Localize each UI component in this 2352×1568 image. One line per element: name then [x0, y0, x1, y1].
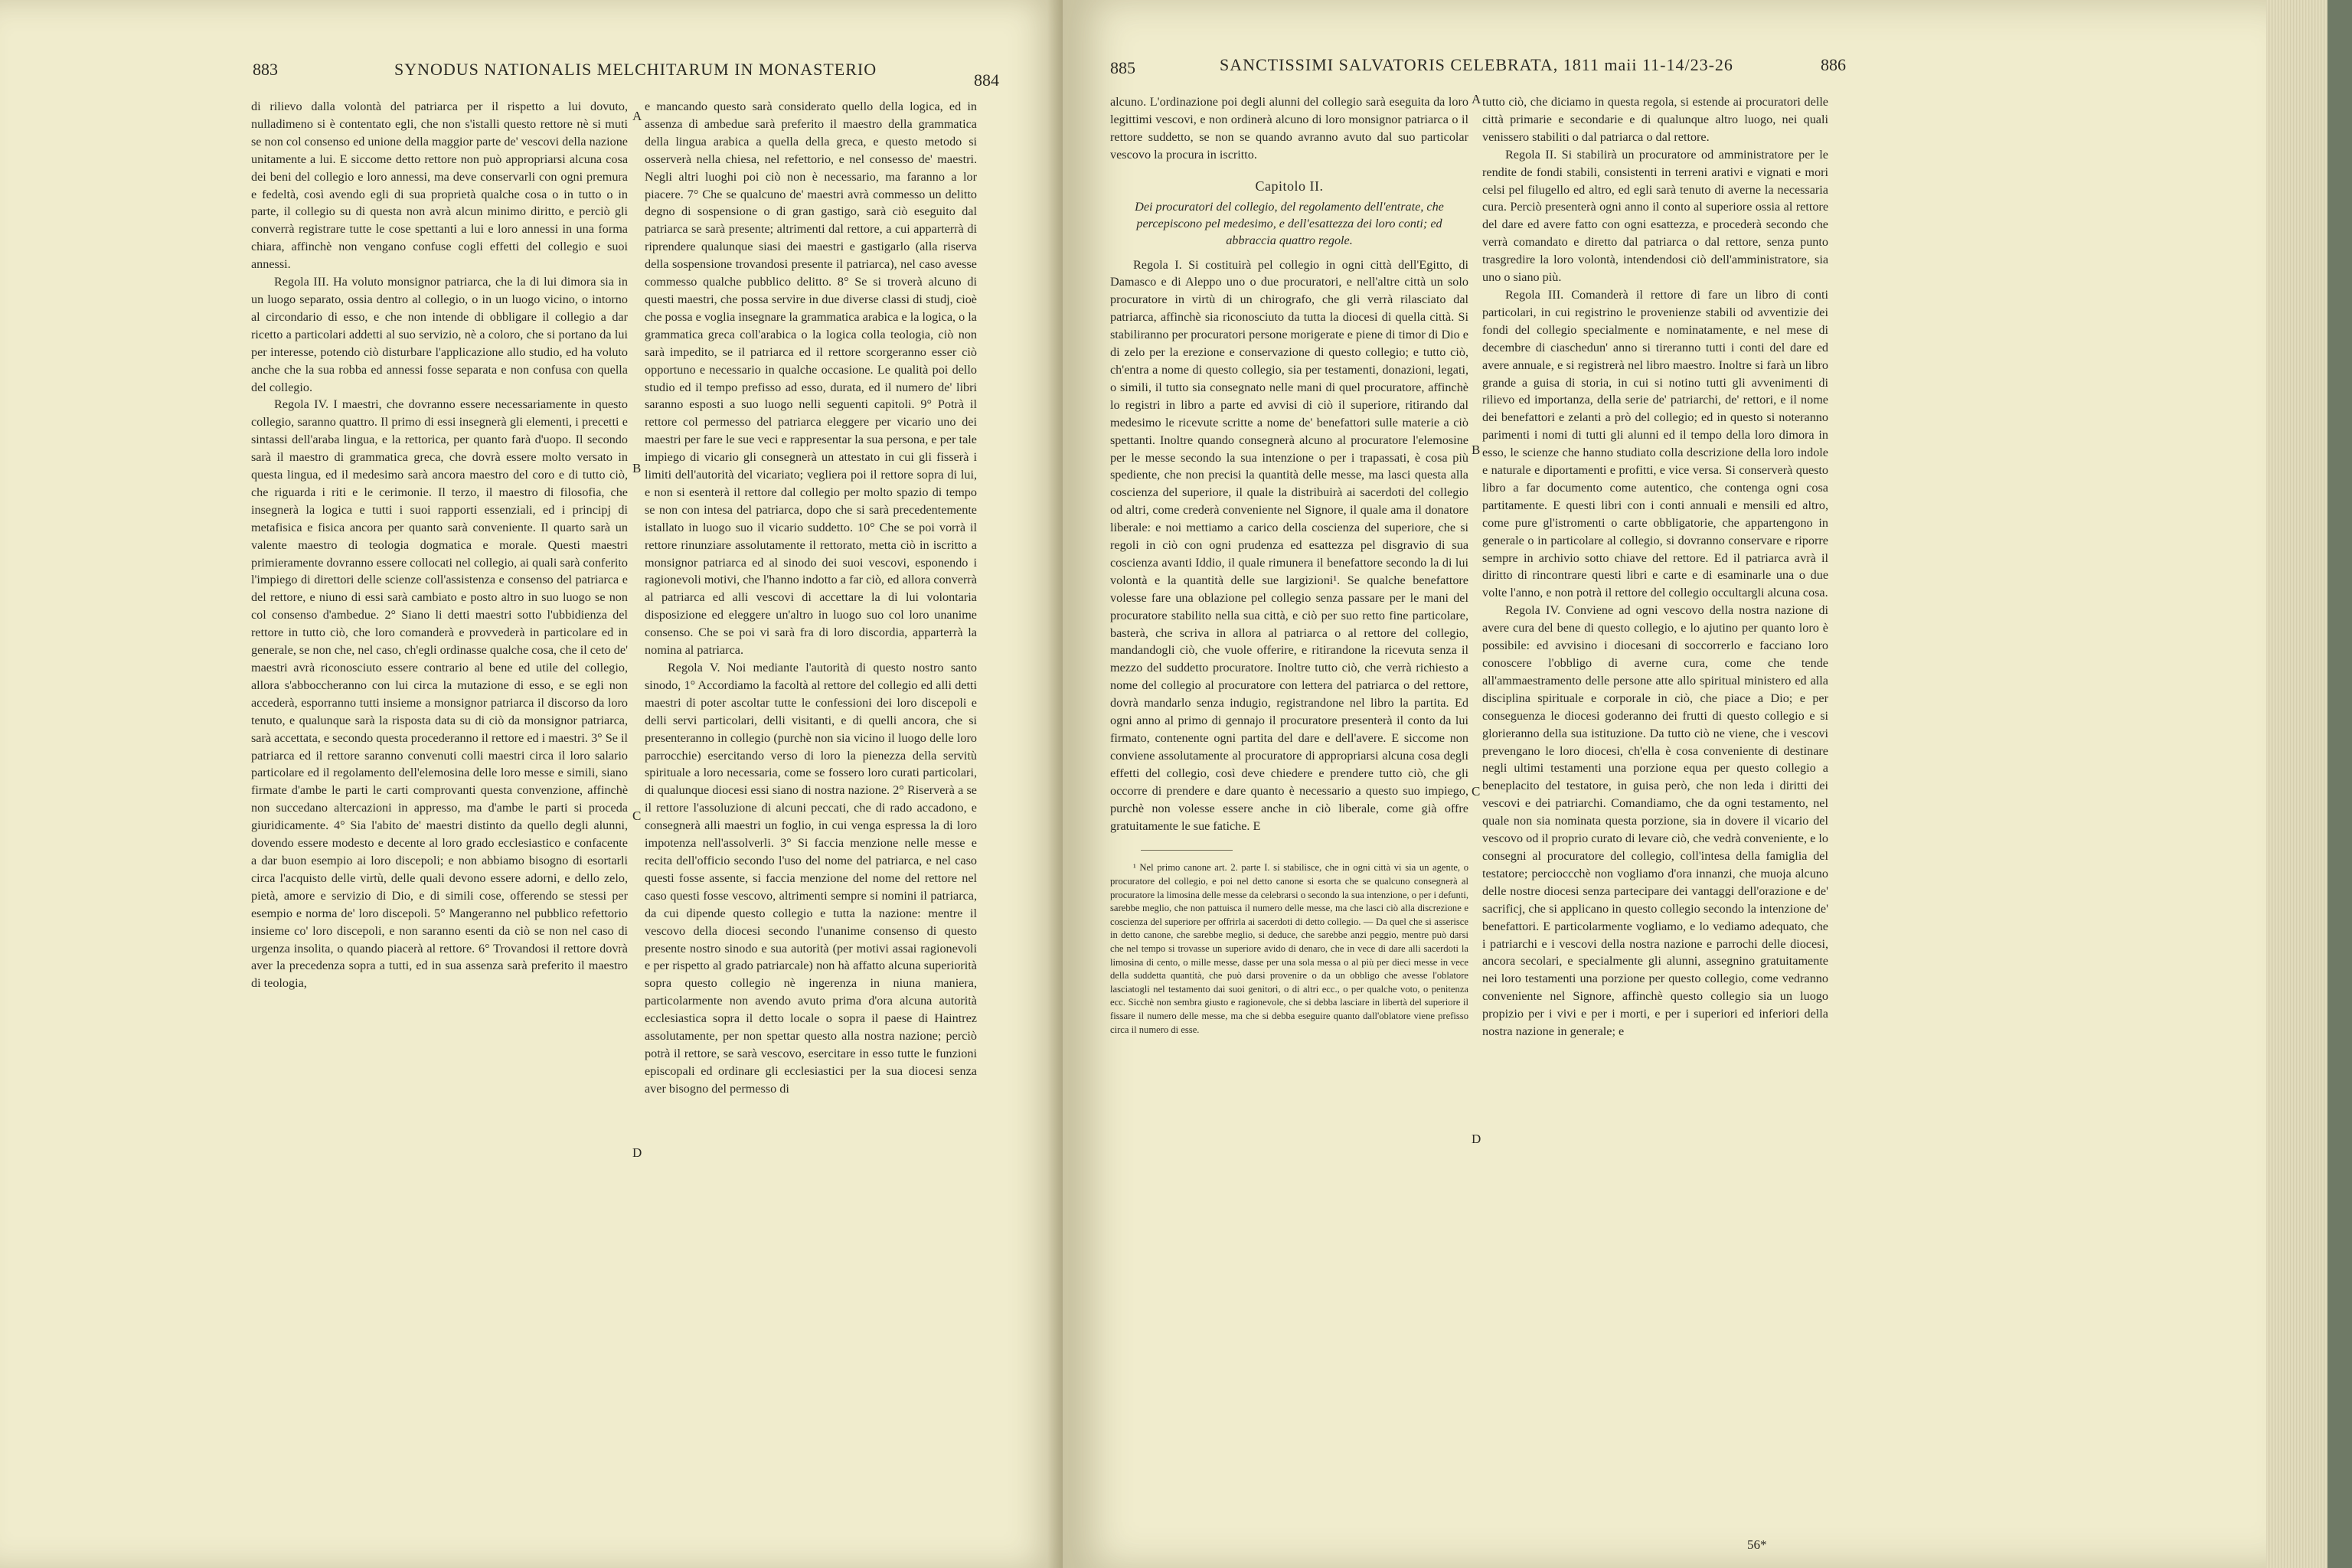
footnote: ¹ Nel primo canone art. 2. parte I. si stabilisce, che in ogni città vi sia un agente, o procuratore del collegio, e poi nel detto canone si esorta che se qualcuno consegnerà al procuratore la limosina delle messe da celebrarsi o secondo la sua intenzione, o per i defunti, sarebbe meglio, che non pattuisca il numero delle messe, ma che lasci ciò alla discrezione e coscienza del superiore per offrirla ai sacerdoti di detto collegio. — Da quel che si asserisce in detto canone, che sarebbe meglio, si deduce, che sarebbe anzi peggio, mentre può darsi che nel tempo si trovasse un superiore avido di denaro, che in vece di dare alli sacerdoti la limosina di cento, o mille messe, dasse per una sola messa o al più per dieci messe in vece della suddetta quantità, che può darsi provenire o da un obbligo che avesse l'oblatore lasciatogli nel testamento dai suoi genitori, o di altri ecc., o per qualche voto, o penitenza ecc. Sicchè non sembra giusto e ragionevole, che si debba lasciare in libertà del superiore il fissare il numero delle messe, ma che si debba eseguire quanto dall'oblatore viene prefisso circa il numero di esse.: [1110, 862, 1468, 1035]
paragraph: Regola IV. I maestri, che dovranno essere necessariamente in questo collegio, saranno quattro. Il primo di essi insegnerà gli elementi, i precetti e sintassi dell'araba lingua, e la rettorica, per quanto farà d'uopo. Il secondo sarà il maestro di grammatica greca, che dovrà essere molto versato in questa lingua, ed il medesimo sarà ancora maestro del coro e di tutto ciò, che riguarda i riti e le cerimonie. Il terzo, il maestro di filosofia, che insegnerà la logica e tutti i suoi rapporti essenziali, ed i principj di metafisica e fisica ancora per quanto sarà conveniente. Il quarto sarà un valente maestro di teologia dogmatica e morale. Questi maestri primieramente dovranno essere collocati nel collegio, ai quali sarà conferito l'impiego di direttori delle scienze coll'assistenza e consenso del patriarca e del rettore, e niuno di essi sarà cambiato e posto altro in suo luogo se non col consenso d'ambedue. 2° Siano li detti maestri sotto l'ubbidienza del rettore in tutto ciò, che loro comanderà e provvederà in particolare ed in generale, se non che, nel caso, ch'egli ordinasse qualche cosa, che il ceto de' maestri avrà riconosciuto essere contrario al bene ed utile del collegio, allora s'abboccheranno con lui circa la mutazione di esso, e se egli non accederà, esporranno tutti insieme a monsignor patriarca il discorso da loro tenuto, e qualunque sarà la risposta data su di ciò da monsignor patriarca, sarà accettata, e secondo questa procederanno il rettore ed i maestri. 3° Se il patriarca ed il rettore saranno convenuti colli maestri circa il loro salario particolare ed il regolamento dell'elemosina delle loro messe e simili, siano firmate d'ambe le parti le carti comprovanti questa convenzione, affinchè non succedano altercazioni in appresso, ma d'ambe le parti si proceda giuridicamente. 4° Sia l'abito de' maestri distinto da quello degli alunni, dovendo essere modesto e decente al loro grado ecclesiastico e confacente a dar buon esempio ai loro discepoli; e non abbiamo bisogno di esortarli circa l'acquisto delle virtù, delle quali devono essere adorni, e dello zelo, pietà, amore e servizio di Dio, e di simili cose, offerendo se stessi per esempio e norma de' loro discepoli. 5° Mangeranno nel pubblico refettorio insieme co' loro discepoli, e non saranno esenti da ciò se non nel caso di urgenza insolita, o quando piacerà al rettore. 6° Trovandosi il rettore dovrà aver la precedenza sopra a tutti, ed in sua assenza sarà preferito il maestro di teologia,: [251, 397, 628, 991]
left-column-1: [251, 98, 628, 1537]
margin-letter-a: A: [632, 109, 642, 123]
page-number-885: 885: [1110, 58, 1135, 77]
right-column-1: [1110, 93, 1468, 1533]
margin-letter-c: C: [1472, 784, 1481, 799]
right-page: [1063, 0, 2266, 1568]
page-number-884: 884: [974, 70, 999, 90]
margin-letter-d: D: [1472, 1132, 1481, 1146]
paragraph: tutto ciò, che diciamo in questa regola, si estende ai procuratori delle città primarie e secondarie e di qualunque altro luogo, nei quali venissero stabiliti o dal patriarca o dal rettore.: [1482, 95, 1828, 144]
paragraph: Regola II. Si stabilirà un procuratore od amministratore per le rendite de fondi stabili, consistenti in terreni arativi e vignati e mori celsi pel filugello ed altro, ed egli sarà tenuto di averne la necessaria cura. Perciò presenterà ogni anno il conto al superiore ossia al rettore del dare ed avere fatto con ogni esattezza, e procederà secondo che verrà comandato e diretto dal patriarca o dal rettore, senza punto trasgredire la loro volontà, intendendosi ciò dell'amministratore, sia uno o siano più.: [1482, 147, 1828, 285]
left-page: [0, 0, 1063, 1568]
paragraph: e mancando questo sarà considerato quello della logica, ed in assenza di ambedue sarà preferito il maestro della grammatica della lingua arabica a quella della greca, e questo metodo si osserverà nella chiesa, nel refettorio, e nel consesso de' maestri. Negli altri luoghi poi ciò non è necessario, ma faranno a lor piacere. 7° Che se qualcuno de' maestri avrà commesso un delitto degno di sospensione o di gran gastigo, sarà ciò eseguito dal patriarca se sarà presente; altrimenti dal rettore, a cui apparterrà di riprendere qualunque siasi dei maestri e gastigarlo (alla riserva della sospensione trovandosi presente il patriarca), nel caso avesse commesso qualche pubblico delitto. 8° Se si troverà alcuno di questi maestri, che possa servire in due diverse classi di studj, cioè che possa e voglia insegnare la grammatica arabica e la logica, o la grammatica greca coll'arabica o la logica colla teologia, ciò non sarà impedito, se il patriarca ed il rettore scorgeranno esser ciò opportuno e necessario in qualche occasione. Le qualità poi dello studio ed il tempo prefisso ad esso, durata, ed il numero de' libri saranno esposti a suo luogo nelli seguenti capitoli. 9° Potrà il rettore col permesso del patriarca eleggere per vicario uno dei maestri per fare le sue veci e rappresentar la sua persona, e per tale impiego di vicario gli consegnerà un attestato in cui gli fisserà i limiti dell'autorità del vicariato; vegliera poi il rettore sopra di lui, e non si esenterà il rettore dal collegio per molto spazio di tempo se non con intesa del patriarca, dopo che si sarà precedentemente istallato in luogo suo il vicario suddetto. 10° Che se poi vorrà il rettore rinunziare assolutamente il rettorato, metta ciò in iscritto a monsignor patriarca ed al sinodo dei suoi vescovi, esponendo i ragionevoli motivi, che l'hanno indotto a far ciò, ed allora converrà al patriarca ed alli vescovi di accettare la di lui volontaria disposizione ed eleggere un'altro in luogo suo col loro unanime consenso. Che se poi vi sarà fra di loro discordia, apparterrà la nomina al patriarca.: [645, 100, 977, 658]
margin-letter-d: D: [632, 1145, 642, 1160]
margin-letter-c: C: [632, 808, 642, 823]
paragraph: Regola III. Ha voluto monsignor patriarca, che la di lui dimora sia in un luogo separato, ossia dentro al collegio, o in un luogo vicino, o intorno al circondario di esso, e che non intende di obbligare il collegio a dar ricetto a particolari addetti al suo servizio, nè a coloro, che si portano da lui per interesse, potendo ciò disturbare l'applicazione allo studio, ed ha voluto anche che la sua robba ed annessi fosse separata e non confusa con quella del collegio.: [251, 275, 628, 394]
running-head-left: SYNODUS NATIONALIS MELCHITARUM IN MONASTERIO: [394, 60, 877, 79]
paragraph: di rilievo dalla volontà del patriarca per il rispetto a lui dovuto, nulladimeno si è contentato egli, che non s'istalli questo rettore nè si muti se non col consenso ed unione della maggior parte de' vescovi della nazione unitamente a lui. E siccome detto rettore non può appropriarsi alcuna cosa dei beni del collegio e loro annessi, ma deve conservarli con ogni premura e fedeltà, così avendo egli di sua proprietà qualche cosa o in tutto o in parte, il collegio su di questa non avrà alcun minimo diritto, e perciò gli converrà registrare tutte le cose spettanti a lui e loro annessi in una forma chiara, affinchè non vengano confuse cogli effetti del collegio e suoi annessi.: [251, 100, 628, 272]
scan-edge: [2328, 0, 2352, 1568]
page-number-883: 883: [253, 60, 278, 79]
margin-letter-b: B: [632, 461, 642, 475]
left-column-2: [645, 98, 977, 1537]
paragraph: Regola V. Noi mediante l'autorità di questo nostro santo sinodo, 1° Accordiamo la facoltà al rettore del collegio ed alli detti maestri di poter ascoltar tutte le confessioni dei loro discepoli e delli servi particolari, delli visitanti, e di quelli ancora, che si presenteranno in collegio (purchè non sia vicino il luogo delle loro parrocchie) esercitando verso di loro la pienezza della servitù spirituale a loro necessaria, come se fossero loro curati particolari, di qualunque diocesi essi siano di nostra nazione. 2° Riserverà a se il rettore l'assoluzione di alcuni peccati, che di rado accadono, e consegnerà alli maestri un foglio, in cui venga espressa la di loro impotenza nell'assolverli. 3° Si faccia menzione nelle messe e recita dell'officio secondo l'uso del nome del patriarca, e nel caso questi fosse assente, si faccia menzione del nome del rettore nel caso questi fosse vescovo, altrimenti sempre si nomini il patriarca, da cui dipende questo collegio e tutta la nazione: mentre il vescovo della diocesi secondo l'unanime consenso di questo presente nostro sinodo e sua autorità (per motivi assai ragionevoli e per rispetto al grado patriarcale) non hà affatto alcuna superiorità sopra questo collegio nè ingerenza in niuna maniera, particolarmente non avendo avuto prima d'ora alcuna autorità ecclesiastica sopra il detto locale o sopra il paese di Haintrez assolutamente, per non spettar questo alla nostra nazione; perciò potrà il rettore, se sarà vescovo, esercitare in esso tutte le funzioni episcopali ed ordinare gli ecclesiastici per la sua diocesi senza aver bisogno del permesso di: [645, 661, 977, 1096]
running-head-right: SANCTISSIMI SALVATORIS CELEBRATA, 1811 maii 11-14/23-26: [1220, 55, 1733, 74]
margin-letter-a: A: [1472, 92, 1481, 106]
right-column-2: [1482, 93, 1828, 1533]
margin-letter-b: B: [1472, 443, 1481, 457]
page-number-886: 886: [1821, 55, 1846, 74]
signature-mark: 56*: [1747, 1537, 1767, 1552]
footnote-rule: [1141, 850, 1233, 851]
paragraph: Regola I. Si costituirà pel collegio in ogni città dell'Egitto, di Damasco e di Aleppo uno o due procuratori, e nell'altre città un solo procuratore in virtù di un chirografo, che gli verrà rilasciato dal patriarca, affinchè sia riconosciuto da tutta la diocesi di quella città. Si stabiliranno per procuratori persone morigerate e piene di timor di Dio e di zelo per la erezione e conservazione di questo collegio; e tutto ciò, ch'entra a nome di questo collegio, sia per testamenti, donazioni, legati, o simili, il tutto sia consegnato nelle mani di quel procuratore, affinchè lo registri in libro a parte ed avvisi di ciò il superiore, ritirando dal medesimo le ricevute scritte a nome de' benefattori sulle materie a ciò spettanti. Inoltre quando consegnerà alcuno al procuratore l'elemosine per le messe secondo la sua intenzione o per i trapassati, è cosa più spediente, che non precisi la quantità delle messe, ma lasci questa alla coscienza del superiore, il quale la distribuirà ai sacerdoti del collegio od altri, come crederà conveniente nel Signore, il quale ama il donatore liberale: e noi mettiamo a carico della coscienza del superiore, che si regoli in ciò con ogni prudenza ed esattezza pel disgravio di sua coscienza avanti Iddio, il quale rimunera il benefattore secondo la di lui volontà e la quantità delle sue largizioni¹. Se qualche benefattore volesse fare una oblazione pel collegio senza passare per le mani del procuratore stabilito nella sua città, e ciò per suo retto fine particolare, basterà, che scriva in allora al patriarca o al rettore del collegio, mandandogli ciò, che vuole offerire, e ritirandone la ricevuta senza il mezzo del suddetto procuratore. Inoltre tutto ciò, che verrà richiesto a nome del collegio al procuratore con lettera del patriarca o del rettore, dovrà mandarlo senza indugio, registrandone nel libro la partita. Ed ogni anno al primo di gennajo il procuratore presenterà il conto da lui firmato, contenente ogni partita del dare e dell'avere. E siccome non conviene assolutamente al procuratore di appropriarsi alcuna cosa degli effetti del collegio, così deve chiedere e prendere tutto ciò, che gli occorre di prendere e dare quanto è necessario a questo suo impiego, purchè non volesse essere anche in ciò liberale, come già offre gratuitamente le sue fatiche. E: [1110, 257, 1468, 833]
paragraph: Regola IV. Conviene ad ogni vescovo della nostra nazione di avere cura del bene di questo collegio, e lo ajutino per quanto loro è possibile: ed avvisino i diocesani di soccorrerlo e facciano loro conoscere l'obbligo di averne cura, come che tende all'ammaestramento delle persone atte allo spiritual ministero ed alla disciplina spirituale e corporale in ciò, che piace a Dio; e per conseguenza le diocesi goderanno dei frutti di questo collegio e si glorieranno della sua istituzione. Da tutto ciò ne viene, che i vescovi prevengano le loro diocesi, ch'ella è cosa conveniente di destinare negli ultimi testamenti una porzione equa per questo collegio a beneplacito del testatore, in guisa però, che non leda i diritti dei vescovi e dei patriarchi. Comandiamo, che da ogni testamento, nel quale non sia nominata questa porzione, sia in dovere il vicario del vescovo od il proprio curato di levare ciò, che vedrà conveniente, e lo consegni al procuratore del collegio, coll'intesa della famiglia del testatore; percioccchè non vogliamo d'ora innanzi, che muoja alcuno delle nostre diocesi senza partecipare dei vantaggi dell'orazione e de' sacrificj, che si applicano in questo collegio secondo la intenzione de' benefattori. E particolarmente vogliamo, e lo vediamo adequato, che i patriarchi e i vescovi della nostra nazione e parrochi delle diocesi, ancora secolari, e specialmente gli alunni, assegnino gratuitamente nei loro testamenti una porzione per questo collegio, come vedranno conveniente nel Signore, affinchè questo collegio sia un luogo propizio per i vivi e per i morti, e per i superiori ed inferiori della nostra nazione in generale; e: [1482, 603, 1828, 1039]
chapter-heading: Capitolo II.: [1255, 178, 1324, 194]
paragraph: alcuno. L'ordinazione poi degli alunni del collegio sarà eseguita da loro legittimi vescovi, e non ordinerà alcuno di loro monsignor patriarca o il rettore suddetto, se non se quando avranno avuto dal suo particolar vescovo la procura in iscritto.: [1110, 95, 1468, 162]
paragraph: Regola III. Comanderà il rettore di fare un libro di conti particolari, in cui registrino le provenienze stabili od avventizie dei fondi del collegio specialmente e nominatamente, e nel mese di decembre di ciaschedun' anno si tireranno tutti i conti del dare ed avere annuale, e si registrerà nel libro maestro. Inoltre si farà un libro grande a guisa di storia, in cui si notino tutti gli avvenimenti di rilievo ed importanza, della serie de' patriarchi, de' rettori, e il nome dei benefattori e zelanti a prò del collegio; ed in questo si noteranno parimenti i nomi di tutti gli alunni ed il tempo della loro dimora in esso, le scienze che hanno studiato colla descrizione della loro indole e naturale e diportamenti e profitti, e vice versa. Si conserverà questo libro a far documento come autentico, che contenga ogni cosa partitamente. E questi libri con i conti annuali e mensili ed altro, come pure gl'istromenti o carte obbligatorie, che appartengono in generale o in particolare al collegio, si dovranno conservare e riporre sempre in archivio sotto chiave del rettore. Ed il patriarca avrà il diritto di rincontrare questi libri e carte e di esaminarle una o due volte l'anno, e non potrà il rettore del collegio occultargli alcuna cosa.: [1482, 287, 1828, 600]
chapter-subtitle: Dei procuratori del collegio, del regolamento dell'entrate, che percepiscono pel medesimo, e dell'esattezza dei loro conti; ed abbraccia quattro regole.: [1135, 199, 1444, 247]
